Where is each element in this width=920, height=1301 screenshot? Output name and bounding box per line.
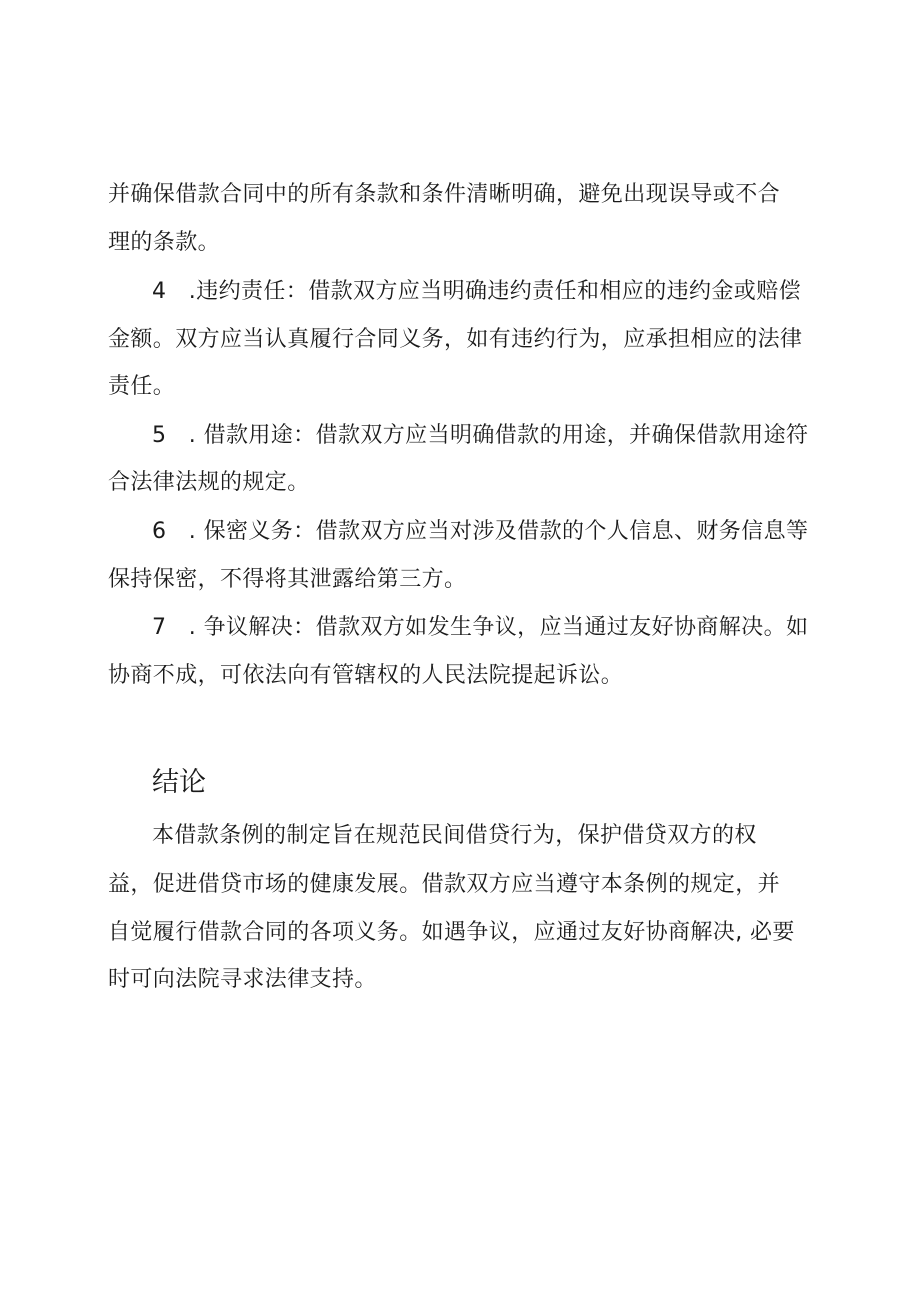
conclusion-line: 自觉履行借款合同的各项义务。如遇争议，应通过友好协商解决, 必要: [108, 920, 795, 945]
clause-5-line: 5 . 借款用途：借款双方应当明确借款的用途，并确保借款用途符: [152, 423, 809, 448]
paragraph-line: 理的条款。: [108, 230, 221, 255]
clause-4-line: 4 .违约责任：借款双方应当明确违约责任和相应的违约金或赔偿: [152, 279, 801, 304]
clause-6-line: 6 . 保密义务：借款双方应当对涉及借款的个人信息、财务信息等: [152, 519, 809, 544]
clause-7-line: 7 . 争议解决：借款双方如发生争议，应当通过友好协商解决。如: [152, 615, 809, 640]
clause-6-line: 保持保密，不得将其泄露给第三方。: [108, 567, 467, 592]
clause-5-line: 合法律法规的规定。: [108, 470, 310, 495]
clause-4-line: 金额。双方应当认真履行合同义务，如有违约行为，应承担相应的法律: [108, 327, 803, 352]
clause-4-line: 责任。: [108, 374, 176, 399]
conclusion-line: 益，促进借贷市场的健康发展。借款双方应当遵守本条例的规定，并: [108, 872, 781, 897]
conclusion-line: 本借款条例的制定旨在规范民间借贷行为，保护借贷双方的权: [152, 823, 757, 848]
paragraph-line: 并确保借款合同中的所有条款和条件清晰明确，避免出现误导或不合: [108, 182, 781, 207]
section-heading-conclusion: 结论: [152, 767, 206, 798]
clause-7-line: 协商不成，可依法向有管辖权的人民法院提起诉讼。: [108, 663, 624, 688]
conclusion-line: 时可向法院寻求法律支持。: [108, 967, 377, 992]
